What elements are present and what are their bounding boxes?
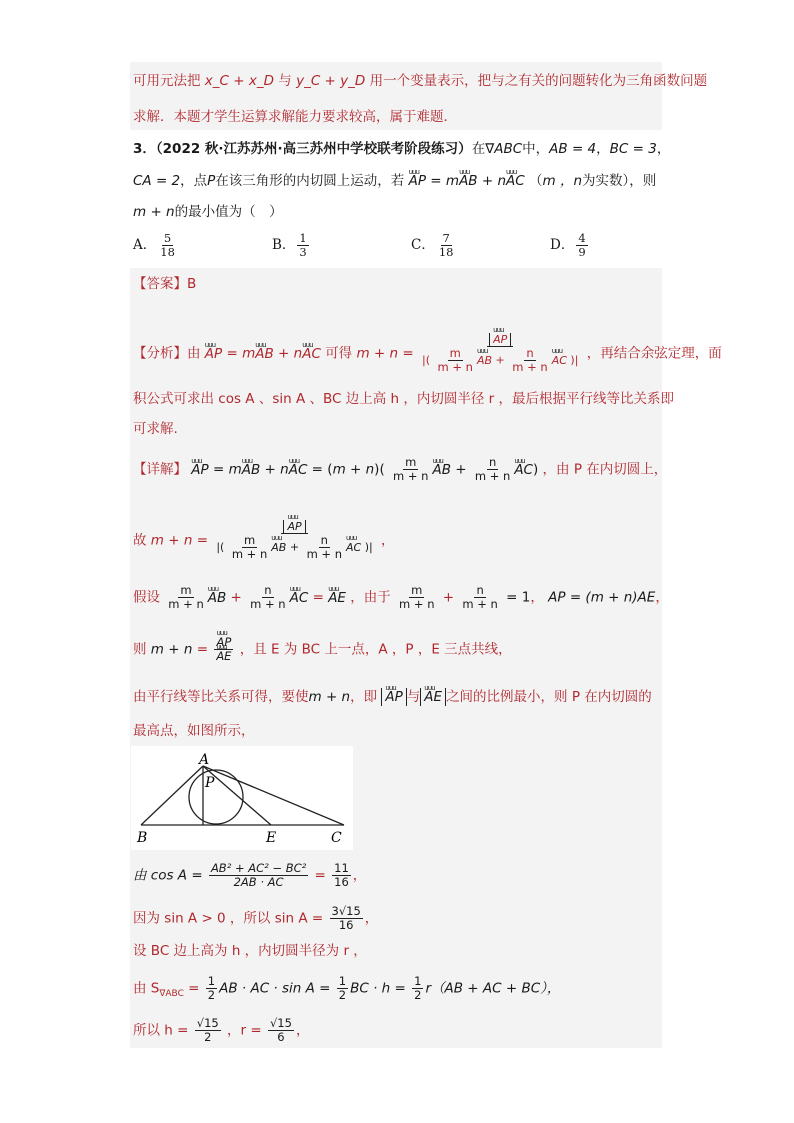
question-line-1: 3．（2022 秋·江苏苏州·高三苏州中学校联考阶段练习）在∇ABC中，AB = 4，BC = 3， <box>133 141 671 157</box>
detail-cos-line: 由 cos A = $\frac{\text{AB² + AC² − BC²}}{2AB \cdot AC}$ = $\frac{11}{16}$ ， <box>133 861 367 889</box>
detail-line-3: 假设 $\frac{m}{m + n}$ uuu AB + $\frac{n}{m + n}$ uuu AC = uuu AE ，由于 $\frac{m}{m + n}$ + $\frac{n}{m + n}$ = 1， AP = (m + n)AE， <box>133 584 669 611</box>
intro-line-1: 可用元法把 x_C + x_D 与 y_C + y_D 用一个变量表示，把与之有关的问题转化为三角函数问题 <box>133 73 708 89</box>
label-e: E <box>266 830 277 846</box>
question-source: （2022 秋·江苏苏州·高三苏州中学校联考阶段练习） <box>155 141 472 157</box>
triangle-diagram <box>131 746 353 850</box>
option-d[interactable]: D． $\frac{4}{9}$ <box>550 231 586 259</box>
question-line-2: CA = 2，点P在该三角形的内切圆上运动，若 uuu AP = muuu AB + nuuu AC （m ，n为实数），则 <box>133 172 656 190</box>
detail-line-1: 【详解】 uuu AP = muuu AB + nuuu AC = (m + n)( $\frac{m}{m + n}$ uuu AB + $\frac{n}{m + n}$ uuu AC) ，由 P 在内切圆上， <box>133 456 667 483</box>
detail-seth-line: 设 BC 边上高为 h ，内切圆半径为 r ， <box>133 943 367 959</box>
detail-sin-line: 因为 sin A > 0 ，所以 sin A = $\frac{3√15}{16}$ ， <box>133 904 379 932</box>
label-c: C <box>331 830 342 846</box>
analysis-line-1: 【分析】由 uuu AP = muuu AB + nuuu AC 可得 m + n = uuu AP |( $\frac{m}{m + n}$ uuu AB + $\frac{n}{m + n}$ uuu AC )| ，再结合余弦定理，面 <box>133 333 722 374</box>
edge-ab <box>141 766 203 825</box>
edge-ac <box>203 766 344 825</box>
answer-value: B <box>187 276 197 292</box>
analysis-line-3: 可求解. <box>133 421 178 437</box>
question-line-3: m + n的最小值为（ ） <box>133 204 283 220</box>
option-c[interactable]: C． $\frac{7}{18}$ <box>411 231 454 259</box>
triangle-figure <box>131 746 353 850</box>
detail-line-6: 最高点，如图所示， <box>133 723 255 739</box>
label-b: B <box>137 830 148 846</box>
detail-line-4: 则 m + n = uuu AP uuu AE ，且 E 为 BC 上一点，A ，P ，E 三点共线， <box>133 636 512 663</box>
label-p: P <box>205 775 215 791</box>
option-a[interactable]: A． $\frac{5}{18}$ <box>133 231 175 259</box>
option-b[interactable]: B． $\frac{1}{3}$ <box>272 231 307 259</box>
answer-tag: 【答案】 <box>133 276 187 292</box>
intro-line-2: 求解．本题才学生运算求解能力要求较高，属于难题． <box>133 109 457 125</box>
analysis-line-2: 积公式可求出 cos A 、sin A 、BC 边上高 h ，内切圆半径 r ，最后根据平行线等比关系即 <box>133 391 674 407</box>
detail-line-2: 故 m + n = uuu AP |( $\frac{m}{m + n}$ uuu AB + $\frac{n}{m + n}$ uuu AC )| ， <box>133 520 395 561</box>
detail-line-5: 由平行线等比关系可得，要使m + n，即 uuu AP 与uuu AE 之间的比例最小，则 P 在内切圆的 <box>133 688 652 706</box>
detail-hr-line: 所以 h = $\frac{√15}{2}$ ，r = $\frac{√15}{6}$ ， <box>133 1016 310 1044</box>
question-number: 3． <box>133 141 156 157</box>
detail-area-line: 由 $S_{\nabla ABC}$ = $\frac{1}{2}$ AB · AC · sin A = $\frac{1}{2}$ BC · h = $\frac{1}{2}$ r（AB + AC + BC）， <box>133 974 561 1002</box>
label-a: A <box>199 752 210 768</box>
answer-line <box>133 275 196 293</box>
